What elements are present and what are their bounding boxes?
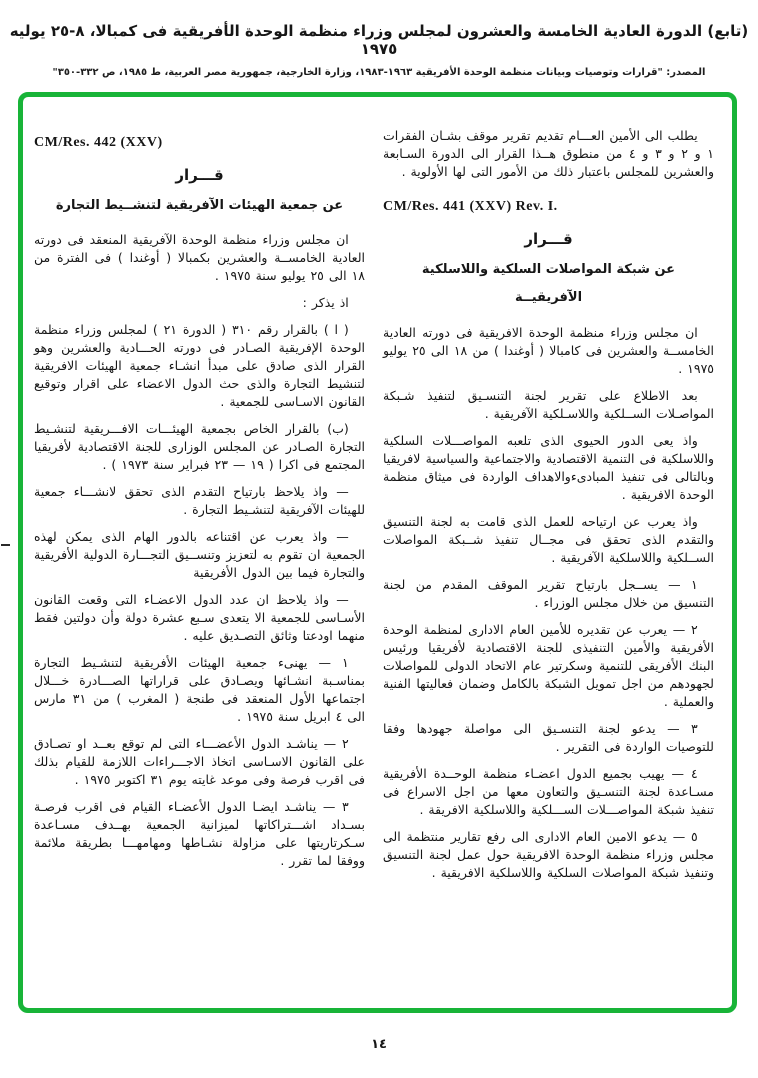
paragraph-numbered-3: ٣ — يناشـد ايضـا الدول الأعضـاء القيام فى اقرب فرصـة بسـداد اشـــتراكاتها لميزانية الجمعية بهــدف مسـاعدة سـكرتاريتها على مزاولة نشـاطها ومهامهـــا بطريقة ملائمة ووفقا لما تقرر .: [34, 799, 365, 869]
paragraph: بعد الاطلاع على تقرير لجنة التنسـيق لتنفيذ شـبكة المواصـلات الســلكية واللاسـلكية الآفريقية .: [383, 388, 714, 422]
header-session-title: (تابع) الدورة العادية الخامسة والعشرون لمجلس وزراء منظمة الوحدة الأفريقية فى كمبالا، ٨-٢٥ يوليه ١٩٧٥: [9, 22, 749, 58]
paragraph: واذ يعى الدور الحيوى الذى تلعبه المواصـــلات السلكية واللاسلكية فى التنمية الاقتصادية والاجتماعية والسياسية لافريقيا وبالتالى فى تنفيذ المبادىءوالاهداف الواردة فى ميثاق منظمة الوحدة الافريقية .: [383, 433, 714, 503]
resolution-id: CM/Res. 441 (XXV) Rev. I.: [383, 199, 558, 214]
decree-subject-line: عن شبكة المواصلات السلكية واللاسلكية: [421, 261, 676, 277]
paragraph: ان مجلس وزراء منظمة الوحدة الافريقية فى دورته العادية الخامســة والعشرين فى كامبالا ( أوغندا ) من ١٨ الى ٢٥ يوليو ١٩٧٥ .: [383, 325, 714, 377]
paragraph-continuation: يطلب الى الأمين العـــام تقديم تقرير موقف بشـان الفقرات ١ و ٢ و ٣ و ٤ من منطوق هــذا القرار الى الدورة السـابعة والعشرين للمجلس باعتبار ذلك من الأمور التى لها الأولوية .: [383, 128, 714, 179]
column-left-resolution-442: [34, 127, 365, 879]
decree-title: قـــرار: [175, 166, 224, 185]
paragraph: واذ يعرب عن ارتياحه للعمل الذى قامت به لجنة التنسيق والتقدم الذى تحقق فى مجــال تنفيذ شــبكة المواصلات الســلكية واللاسلكية الآفريقية .: [383, 514, 714, 566]
paragraph-numbered-3: ٣ — يدعو لجنة التنسـيق الى مواصلة جهودها وفقا للتوصيات الواردة فى التقرير .: [383, 721, 714, 755]
paragraph-item-b: (ب) بالقرار الخاص بجمعية الهيئـــات الافـــريقية لتنشـيط التجارة الصـادر عن المجلس الوزارى للجنة الاقتصادية لأفريقيا المجتمع فى اكرا ( ١٩ — ٢٣ فبراير سنة ١٩٧٣ ) .: [34, 421, 365, 473]
decree-title: قـــرار: [524, 230, 573, 249]
column-right-resolution-441: [383, 127, 714, 891]
header-source-line: المصدر: "قرارات وتوصيات وبيانات منظمة الوحدة الأفريقية ١٩٦٣-١٩٨٣، وزارة الخارجية، جمهورية مصر العربية، ط ١٩٨٥، ص ٣٣٢-٣٥٠": [52, 67, 706, 78]
paragraph-numbered-5: ٥ — يدعو الامين العام الادارى الى رفع تقارير منتظمة الى مجلس وزراء منظمة الوحدة الافريقية حول عمل لجنة التنسيق وتنفيذ شبكة المواصلات السلكية واللاسلكية الافريقية .: [383, 829, 714, 881]
page-number: ١٤: [371, 1037, 387, 1052]
paragraph: — واذ يلاحظ ان عدد الدول الاعضـاء التى وقعت القانون الأسـاسى للجمعية الا يتعدى سـبع عشرة دولة وأن دولتين فقط منهما اودعتا وثائق التصـديق عليه .: [34, 592, 365, 644]
paragraph-numbered-1: ١ — يهنىء جمعية الهيئات الأفريقية لتنشـيط التجارة بمناسـبة انشـائها ويصـادق على قراراتها الصـــادرة خـــلال اجتماعها الأول المنعقد فى طنجة ( المغرب ) من ٣١ مارس الى ٤ ابريل سنة ١٩٧٥ .: [34, 655, 365, 725]
decree-subject-line: عن جمعية الهيئات الآفريقية لتنشــيط التجارة: [55, 197, 344, 213]
green-border-frame: [18, 92, 737, 1013]
decree-subject-line: الآفريقيــة: [514, 290, 583, 306]
paragraph: — واذ يلاحظ بارتياح التقدم الذى تحقق لانشـــاء جمعية للهيئات الآفريقية لتنشـيط التجارة .: [34, 484, 365, 518]
paragraph-numbered-2: ٢ — يناشـد الدول الأعضـــاء التى لم توقع بعــد او تصـادق على القانون الاسـاسى اتخاذ الاجـــراءات اللازمة للقيام بذلك فى اقرب فرصة وفى موعد غايته يوم ٣١ اكتوبر ١٩٧٥ .: [34, 736, 365, 788]
two-column-layout: [23, 97, 732, 901]
paragraph: — واذ يعرب عن اقتناعه بالدور الهام الذى يمكن لهذه الجمعية ان تقوم به لتعزيز وتنســيق التجـــارة الدولية الأفريقية والتجارة فيما بين الدول الأفريقية: [34, 529, 365, 581]
paragraph-recalling-label: اذ يذكر :: [302, 295, 349, 311]
resolution-id: CM/Res. 442 (XXV): [34, 135, 163, 150]
paragraph-numbered-2: ٢ — يعرب عن تقديره للأمين العام الادارى لمنظمة الوحدة الأفريقية والأمين التنفيذى للجنة الاقتصادية لأفريقيا ورئيس البنك الأفريقى للتنمية وسكرتير عام الاتحاد الدولى للمواصلات لجهودهم من اجل تمويل الشبكة بالكامل وضمان فعاليتها الفنية والعملية .: [383, 622, 714, 710]
stray-scan-mark: [1, 544, 10, 546]
page-header: [0, 22, 758, 78]
paragraph-numbered-4: ٤ — يهيب بجميع الدول اعضـاء منظمة الوحــدة الأفريقية مسـاعدة لجنة التنسـيق والتعاون معها من اجل الاسراع فى تنفيذ شبكة المواصـــلات الســـلكية واللاسلكية الافريقة .: [383, 766, 714, 818]
paragraph: ان مجلس وزراء منظمة الوحدة الآفريقية المنعقد فى دورته العادية الخامســة والعشرين بكمبالا ( أوغندا ) فى الفترة من ١٨ الى ٢٥ يوليو سنة ١٩٧٥ .: [34, 232, 365, 284]
paragraph-item-a: ( ا ) بالقرار رقم ٣١٠ ( الدورة ٢١ ) لمجلس وزراء منظمة الوحدة الإفريقية الصـادر فى دورته الحـــادية والعشرين وهو القرار الذى صادق على مبدأ انشـاء جمعية الهيئات الافريقية لتنشيط التجارة والذى حث الدول الاعضاء على اقرار وتوقيع القانون الاسـاسى للجمعية .: [34, 322, 365, 410]
paragraph-numbered-1: ١ — يســجل بارتياح تقرير الموقف المقدم من لجنة التنسيق من خلال مجلس الوزراء .: [383, 577, 714, 611]
